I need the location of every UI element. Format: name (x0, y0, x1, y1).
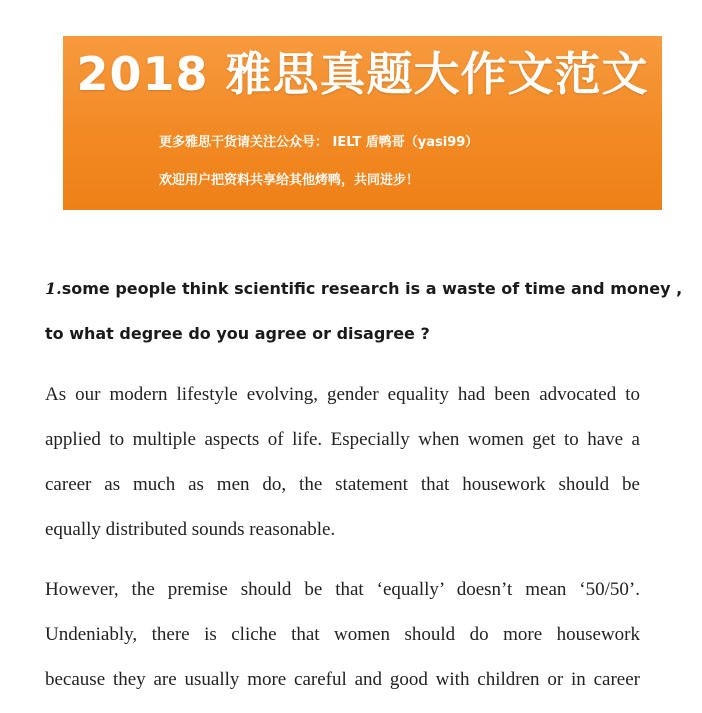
paragraph-line: equally distributed sounds reasonable. (45, 519, 336, 540)
question-line-2: to what degree do you agree or disagree ? (45, 324, 430, 343)
question-text-1: some people think scientific research is a waste of time and money , (61, 279, 683, 298)
banner-subtitle-wechat: 更多雅思干货请关注公众号： IELT 盾鸭哥（yasi99） (159, 135, 479, 150)
header-banner (63, 36, 662, 210)
paragraph-line: applied to multiple aspects of life. Especially when women get to have a (45, 429, 640, 450)
essay-paragraph-2 (45, 578, 640, 713)
paragraph-line: career as much as men do, the statement that housework should be (45, 474, 640, 495)
paragraph-line: However, the premise should be that ‘equally’ doesn’t mean ‘50/50’. (45, 579, 640, 600)
paragraph-line: As our modern lifestyle evolving, gender equality had been advocated to (45, 384, 640, 405)
question-number: 1. (45, 279, 62, 298)
essay-paragraph-1 (45, 383, 640, 563)
banner-subtitle-share: 欢迎用户把资料共享给其他烤鸭，共同进步！ (159, 173, 420, 188)
paragraph-line: Undeniably, there is cliche that women should do more housework (45, 624, 640, 645)
paragraph-line: because they are usually more careful and good with children or in career (45, 669, 640, 690)
banner-title: 2018 雅思真题大作文范文 (76, 47, 649, 101)
question-line-1 (45, 279, 683, 298)
